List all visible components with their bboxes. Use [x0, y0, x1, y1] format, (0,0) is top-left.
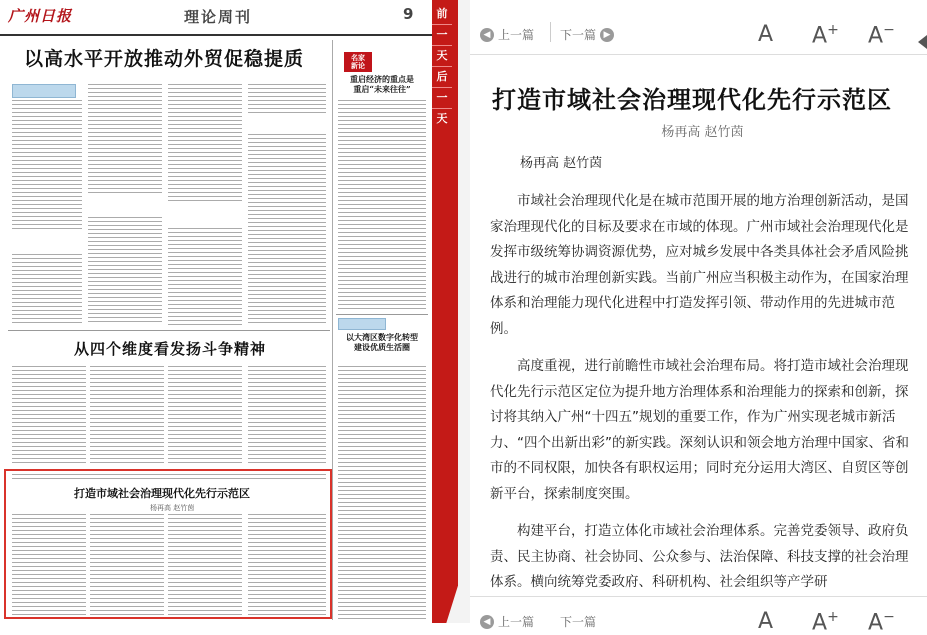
column-tag: [338, 318, 386, 330]
column-divider: [332, 40, 333, 620]
subheading: [248, 116, 326, 132]
section-name: 理论周刊: [184, 8, 253, 26]
font-larger-button[interactable]: A+: [812, 22, 839, 49]
font-default-button-bottom[interactable]: A: [758, 609, 774, 634]
text-column: [12, 366, 86, 464]
text-column: [90, 366, 164, 464]
article-body: [490, 189, 910, 608]
reader-toolbar-bottom: [470, 596, 927, 635]
sidebar-title[interactable]: 重启经济的重点是 重启“未来往往”: [350, 74, 414, 94]
next-article-button-bottom[interactable]: 下一篇: [560, 615, 597, 629]
speaker-icon[interactable]: [918, 35, 927, 49]
font-smaller-button[interactable]: A−: [868, 22, 895, 49]
text-column: [88, 84, 162, 194]
text-column: [338, 366, 426, 620]
text-column: [248, 366, 326, 464]
text-column: [12, 254, 82, 324]
text-column: [12, 100, 82, 230]
article-title: 打造市域社会治理现代化先行示范区: [492, 86, 892, 114]
toolbar-divider: [550, 22, 551, 42]
chevron-left-icon: ◀: [480, 28, 494, 42]
next-article-label: 下一篇: [560, 28, 597, 42]
headline-main[interactable]: 以高水平开放推动外贸促稳提质: [24, 48, 305, 70]
font-larger-button-bottom[interactable]: A+: [812, 609, 839, 635]
newspaper-page: [0, 0, 432, 623]
page-number: 9: [403, 5, 414, 23]
text-column: [168, 366, 242, 464]
prev-article-label: 上一篇: [498, 28, 535, 42]
paragraph: 构建平台，打造立体化市域社会治理体系。完善党委领导、政府负责、民主协商、社会协同、公众参与、法治保障、科技支撑的社会治理体系。横向统筹党委政府、科研机构、社会组织等产学研: [490, 523, 909, 590]
headline-highlighted[interactable]: 打造市域社会治理现代化先行示范区: [74, 487, 250, 500]
prev-day-char[interactable]: 天: [432, 46, 452, 67]
headline-second[interactable]: 从四个维度看发扬斗争精神: [74, 340, 267, 358]
next-article-button[interactable]: [560, 26, 614, 43]
chevron-left-icon: ◀: [480, 615, 494, 629]
font-smaller-button-bottom[interactable]: A−: [868, 609, 895, 635]
date-nav-tab-labels[interactable]: [432, 4, 452, 129]
reader-toolbar: [470, 14, 927, 55]
text-column: [88, 217, 162, 325]
subheading: [88, 196, 162, 214]
next-day-char[interactable]: 天: [436, 112, 448, 125]
divider: [8, 330, 330, 331]
byline: 杨再高 赵竹茵: [150, 504, 195, 512]
sidebar2-title[interactable]: 以大湾区数字化转型 建设优质生活圈: [346, 332, 418, 352]
article-reader: [470, 0, 927, 635]
prev-day-char[interactable]: 一: [432, 25, 452, 46]
newspaper-logo: 广州日报: [8, 7, 73, 25]
next-day-char[interactable]: 一: [432, 88, 452, 109]
font-default-button[interactable]: A: [758, 22, 774, 47]
selected-article-highlight[interactable]: [4, 469, 332, 619]
article-author: 杨再高 赵竹茵: [520, 156, 603, 171]
next-day-char[interactable]: 后: [432, 67, 452, 88]
paragraph: 市域社会治理现代化是在城市范围开展的地方治理创新活动，是国家治理现代化的目标及要求在市域的体现。广州市域社会治理现代化是发挥市级统筹协调资源优势，应对城乡发展中各类具体社会矛盾风险挑战进行的城市治理创新实践。当前广州应当积极主动作为，在国家治理体系和治理能力现代化进程中打造发挥引领、带动作用的先进城市范例。: [490, 193, 909, 337]
masthead: [0, 0, 432, 36]
sidebar-badge: 名家 新论: [344, 52, 372, 72]
prev-day-char[interactable]: 前: [432, 4, 452, 25]
text-column: [168, 228, 242, 325]
column-tag: [12, 84, 76, 98]
prev-article-button-bottom[interactable]: ◀ 上一篇: [480, 613, 534, 630]
prev-article-button[interactable]: [480, 26, 534, 43]
subheading: [12, 235, 82, 251]
divider: [336, 314, 428, 315]
text-column: [248, 84, 326, 114]
text-column: [338, 100, 426, 310]
text-column: [248, 134, 326, 324]
chevron-right-icon: ▶: [600, 28, 614, 42]
paragraph: 高度重视，进行前瞻性市域社会治理布局。将打造市域社会治理现代化先行示范区定位为提升地方治理体系和治理能力的探索和创新，探讨将其纳入广州“十四五”规划的重要工作，作为广州实现老城市新活力、“四个出新出彩”的新实践。深刻认识和领会地方治理中国家、省和市的不同权限，加快各有职权运用；同时充分运用大湾区、自贸区等创新平台，探索制度突围。: [490, 358, 909, 502]
subheading: [168, 207, 242, 225]
text-column: [168, 84, 242, 204]
article-subtitle: 杨再高 赵竹茵: [661, 125, 744, 140]
